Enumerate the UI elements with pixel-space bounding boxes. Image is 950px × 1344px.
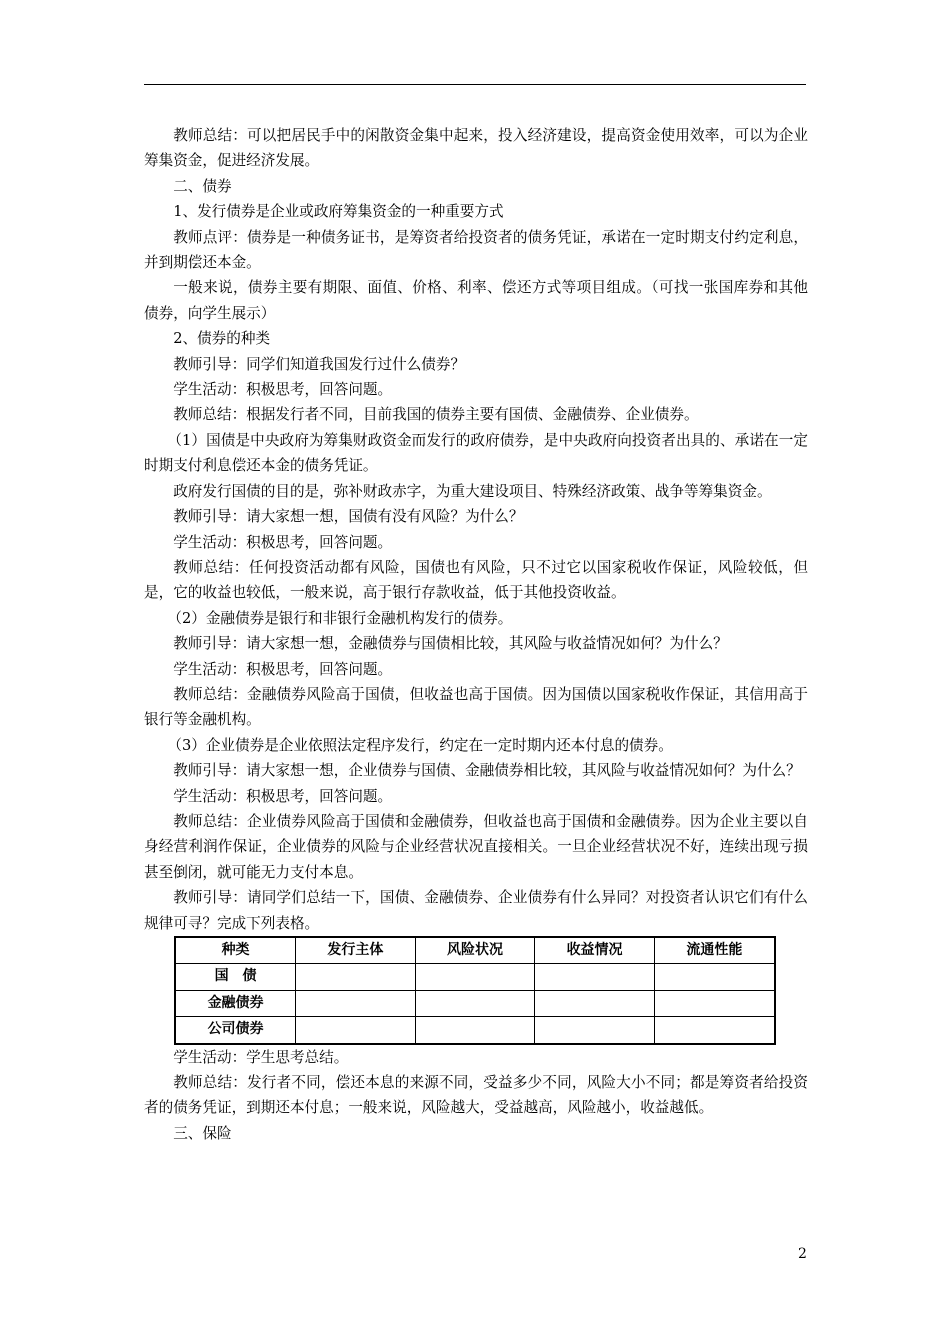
table-header-cell: 流通性能 [654, 937, 775, 964]
paragraph: 1、发行债券是企业或政府筹集资金的一种重要方式 [173, 203, 504, 221]
document-body [144, 123, 808, 1146]
table-row [175, 1017, 775, 1044]
paragraph: 学生活动：学生思考总结。 [173, 1048, 349, 1066]
header-rule [144, 84, 806, 85]
table-header-cell: 收益情况 [535, 937, 655, 964]
table-cell [654, 964, 775, 990]
table-row [175, 964, 775, 990]
paragraph: 教师总结：金融债券风险高于国债，但收益也高于国债。因为国债以国家税收作保证，其信用高于银行等金融机构。 [144, 685, 808, 729]
table-row-label: 金融债券 [175, 990, 296, 1016]
paragraphs-after [144, 1045, 808, 1147]
paragraph: （3）企业债券是企业依照法定程序发行，约定在一定时期内还本付息的债券。 [167, 736, 673, 754]
paragraph: 一般来说，债券主要有期限、面值、价格、利率、偿还方式等项目组成。（可找一张国库券和其他债券，向学生展示） [144, 279, 808, 322]
table-cell [535, 990, 655, 1016]
table-header-cell: 种类 [175, 937, 296, 964]
paragraph: 三、保险 [173, 1124, 232, 1142]
table-cell [415, 990, 535, 1016]
paragraph: 学生活动：积极思考，回答问题。 [173, 660, 393, 678]
paragraph: 学生活动：积极思考，回答问题。 [173, 533, 393, 551]
paragraph: （2）金融债券是银行和非银行金融机构发行的债券。 [167, 609, 513, 627]
table-cell [415, 1017, 535, 1044]
table-header-cell: 风险状况 [415, 937, 535, 964]
paragraph: 教师引导：请同学们总结一下，国债、金融债券、企业债券有什么异同？对投资者认识它们有什么规律可寻？完成下列表格。 [144, 889, 808, 932]
table-cell [535, 964, 655, 990]
paragraph: 教师引导：同学们知道我国发行过什么债券？ [173, 355, 466, 373]
paragraphs-before [144, 123, 808, 936]
table-row-label: 公司债券 [175, 1017, 296, 1044]
paragraph: 教师引导：请大家想一想，金融债券与国债相比较，其风险与收益情况如何？为什么？ [173, 635, 728, 653]
table-row [175, 990, 775, 1016]
paragraph: 教师总结：可以把居民手中的闲散资金集中起来，投入经济建设，提高资金使用效率，可以为企业筹集资金，促进经济发展。 [144, 127, 808, 170]
table-row-label: 国 债 [175, 964, 296, 990]
table-cell [296, 964, 416, 990]
page-number: 2 [798, 1246, 807, 1262]
paragraph: 教师总结：企业债券风险高于国债和金融债券，但收益也高于国债和金融债券。因为企业主要以自身经营利润作保证，企业债券的风险与企业经营状况直接相关。一旦企业经营状况不好，连续出现亏损甚至倒闭，就可能无力支付本息。 [144, 812, 808, 881]
paragraph: 学生活动：积极思考，回答问题。 [173, 787, 393, 805]
table-cell [415, 964, 535, 990]
paragraph: 教师总结：根据发行者不同，目前我国的债券主要有国债、金融债券、企业债券。 [173, 406, 699, 424]
table-header-cell: 发行主体 [296, 937, 416, 964]
paragraph: 2、债券的种类 [173, 330, 271, 348]
paragraph: 教师点评：债券是一种债务证书，是筹资者给投资者的债务凭证，承诺在一定时期支付约定利息，并到期偿还本金。 [144, 228, 808, 272]
bond-comparison-table [174, 936, 776, 1045]
table-header-row [175, 937, 775, 964]
paragraph: 教师引导：请大家想一想，企业债券与国债、金融债券相比较，其风险与收益情况如何？为什么？ [173, 762, 801, 780]
paragraph: 教师总结：任何投资活动都有风险，国债也有风险，只不过它以国家税收作保证，风险较低，但是，它的收益也较低，一般来说，高于银行存款收益，低于其他投资收益。 [144, 558, 808, 602]
paragraph: 教师引导：请大家想一想，国债有没有风险？为什么？ [173, 508, 524, 526]
paragraph: 教师总结：发行者不同，偿还本息的来源不同，受益多少不同，风险大小不同；都是筹资者给投资者的债务凭证，到期还本付息；一般来说，风险越大，受益越高，风险越小，收益越低。 [144, 1074, 808, 1117]
table-cell [296, 990, 416, 1016]
paragraph: 政府发行国债的目的是，弥补财政赤字，为重大建设项目、特殊经济政策、战争等筹集资金。 [173, 482, 772, 500]
paragraph: 二、债券 [173, 177, 232, 195]
table-cell [654, 990, 775, 1016]
table-cell [654, 1017, 775, 1044]
table-cell [296, 1017, 416, 1044]
paragraph: （1）国债是中央政府为筹集财政资金而发行的政府债券，是中央政府向投资者出具的、承诺在一定时期支付利息偿还本金的债务凭证。 [144, 431, 808, 475]
table-cell [535, 1017, 655, 1044]
paragraph: 学生活动：积极思考，回答问题。 [173, 381, 393, 399]
